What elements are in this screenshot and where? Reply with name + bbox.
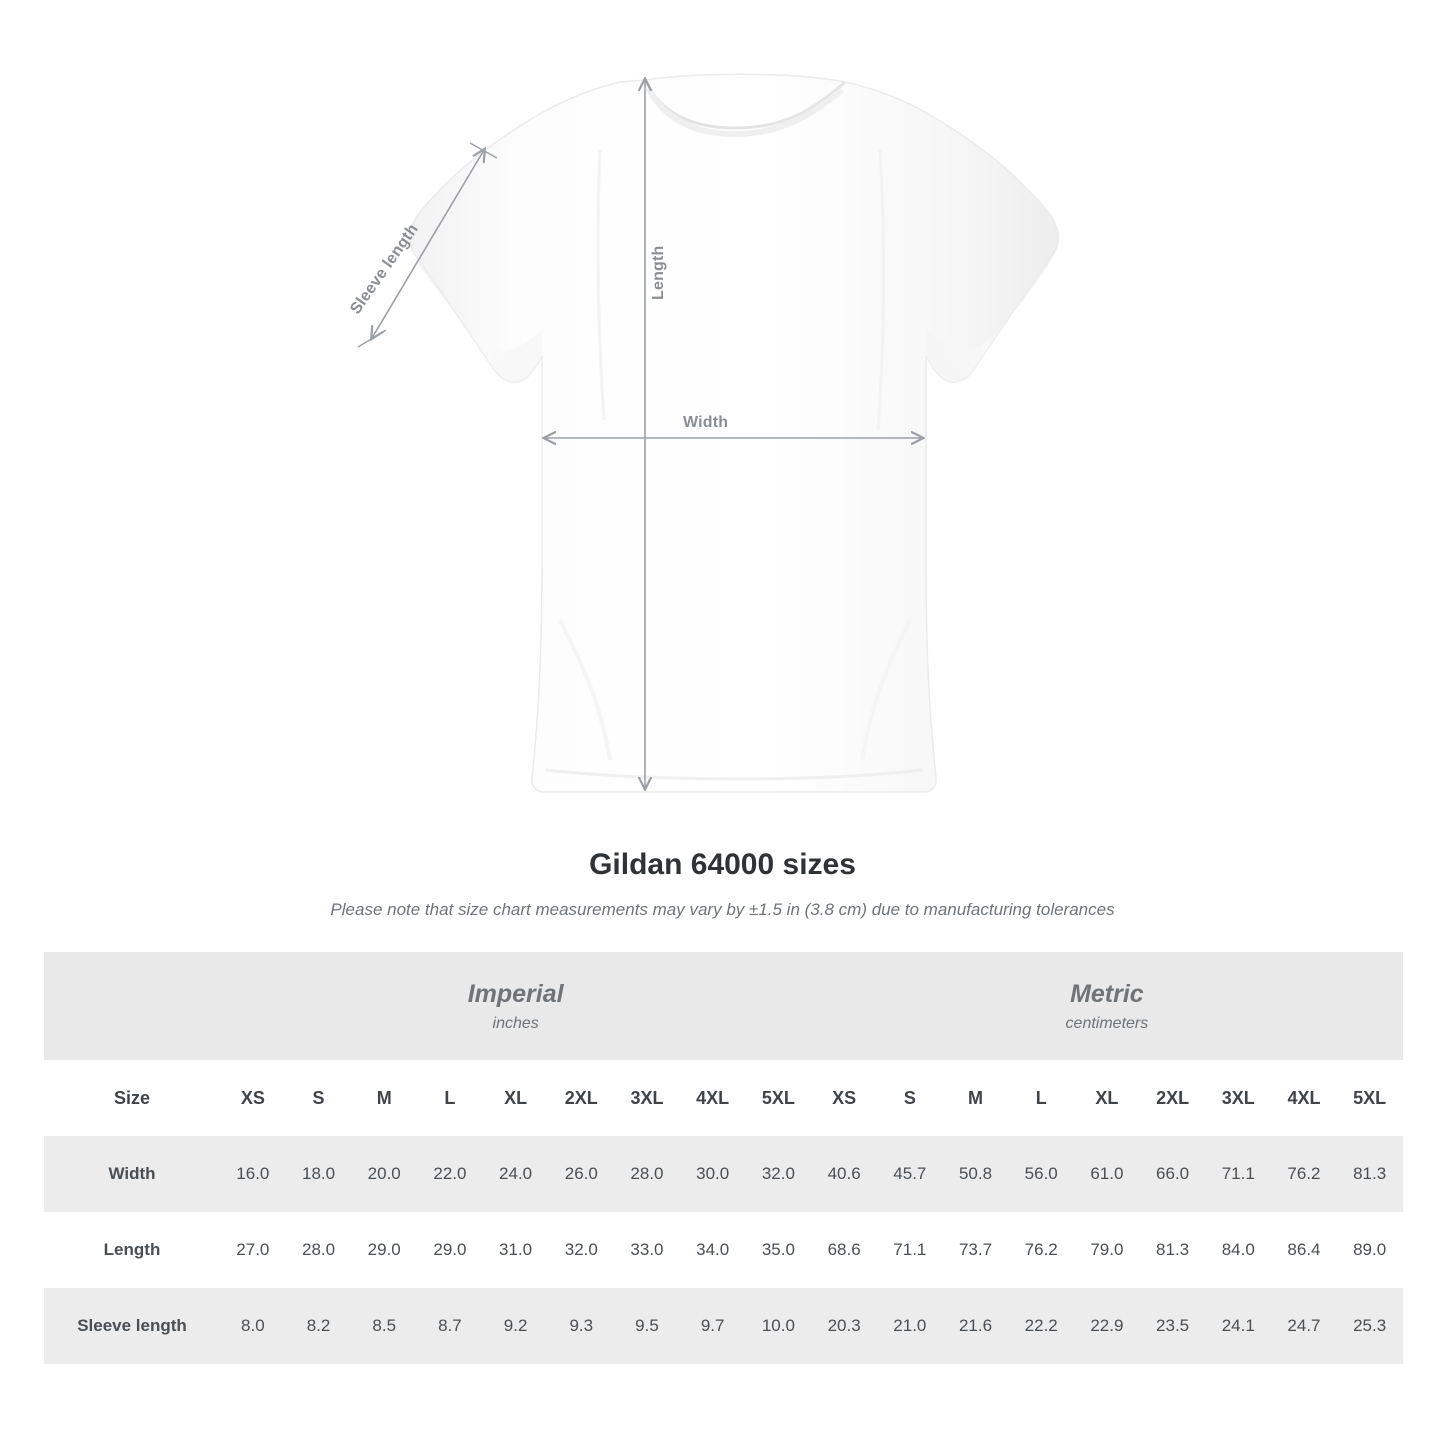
cell-sleeve-13: 22.9 bbox=[1074, 1288, 1140, 1364]
size-chart-table bbox=[44, 952, 1403, 1364]
tshirt-shape bbox=[410, 74, 1059, 792]
cell-width-5: 26.0 bbox=[548, 1136, 614, 1212]
row-label-sleeve-length: Sleeve length bbox=[44, 1288, 220, 1364]
row-label-width: Width bbox=[44, 1136, 220, 1212]
cell-length-7: 34.0 bbox=[680, 1212, 746, 1288]
cell-sleeve-8: 10.0 bbox=[746, 1288, 812, 1364]
cell-sleeve-0: 8.0 bbox=[220, 1288, 286, 1364]
cell-sleeve-11: 21.6 bbox=[943, 1288, 1009, 1364]
cell-sleeve-5: 9.3 bbox=[548, 1288, 614, 1364]
cell-sleeve-3: 8.7 bbox=[417, 1288, 483, 1364]
size-col-metric-5xl: 5XL bbox=[1337, 1060, 1403, 1136]
cell-width-14: 66.0 bbox=[1140, 1136, 1206, 1212]
width-label: Width bbox=[683, 414, 729, 431]
cell-length-15: 84.0 bbox=[1205, 1212, 1271, 1288]
cell-length-5: 32.0 bbox=[548, 1212, 614, 1288]
cell-length-11: 73.7 bbox=[943, 1212, 1009, 1288]
cell-sleeve-15: 24.1 bbox=[1205, 1288, 1271, 1364]
cell-width-1: 18.0 bbox=[286, 1136, 352, 1212]
size-chart-table-wrap bbox=[44, 952, 1401, 1364]
size-col-imperial-4xl: 4XL bbox=[680, 1060, 746, 1136]
size-col-imperial-l: L bbox=[417, 1060, 483, 1136]
unit-imperial-name: Imperial bbox=[467, 980, 564, 1009]
cell-width-12: 56.0 bbox=[1008, 1136, 1074, 1212]
unit-header-row bbox=[44, 952, 1403, 1060]
sleeve-length-label: Sleeve length bbox=[347, 221, 422, 318]
unit-imperial-sub: inches bbox=[492, 1014, 539, 1032]
cell-sleeve-4: 9.2 bbox=[483, 1288, 549, 1364]
cell-sleeve-16: 24.7 bbox=[1271, 1288, 1337, 1364]
cell-length-16: 86.4 bbox=[1271, 1212, 1337, 1288]
cell-width-6: 28.0 bbox=[614, 1136, 680, 1212]
size-col-imperial-xs: XS bbox=[220, 1060, 286, 1136]
cell-sleeve-2: 8.5 bbox=[351, 1288, 417, 1364]
unit-metric-sub: centimeters bbox=[1065, 1014, 1149, 1032]
cell-width-10: 45.7 bbox=[877, 1136, 943, 1212]
page-title: Gildan 64000 sizes bbox=[589, 848, 856, 881]
cell-length-6: 33.0 bbox=[614, 1212, 680, 1288]
cell-width-3: 22.0 bbox=[417, 1136, 483, 1212]
cell-sleeve-10: 21.0 bbox=[877, 1288, 943, 1364]
cell-width-8: 32.0 bbox=[746, 1136, 812, 1212]
cell-width-7: 30.0 bbox=[680, 1136, 746, 1212]
cell-sleeve-7: 9.7 bbox=[680, 1288, 746, 1364]
cell-length-9: 68.6 bbox=[811, 1212, 877, 1288]
cell-sleeve-6: 9.5 bbox=[614, 1288, 680, 1364]
size-col-imperial-5xl: 5XL bbox=[746, 1060, 812, 1136]
cell-length-4: 31.0 bbox=[483, 1212, 549, 1288]
size-header-row bbox=[44, 1060, 1403, 1136]
tolerance-note: Please note that size chart measurements may vary by ±1.5 in (3.8 cm) due to manufacturing tolerances bbox=[330, 900, 1115, 919]
size-col-metric-m: M bbox=[943, 1060, 1009, 1136]
cell-sleeve-14: 23.5 bbox=[1140, 1288, 1206, 1364]
size-col-metric-l: L bbox=[1008, 1060, 1074, 1136]
cell-length-2: 29.0 bbox=[351, 1212, 417, 1288]
cell-sleeve-12: 22.2 bbox=[1008, 1288, 1074, 1364]
cell-length-0: 27.0 bbox=[220, 1212, 286, 1288]
cell-sleeve-17: 25.3 bbox=[1337, 1288, 1403, 1364]
cell-width-15: 71.1 bbox=[1205, 1136, 1271, 1212]
size-col-imperial-m: M bbox=[351, 1060, 417, 1136]
unit-header-imperial bbox=[220, 952, 811, 1060]
row-header-size: Size bbox=[44, 1060, 220, 1136]
size-col-imperial-s: S bbox=[286, 1060, 352, 1136]
cell-width-16: 76.2 bbox=[1271, 1136, 1337, 1212]
table-row bbox=[44, 1288, 1403, 1364]
size-col-imperial-3xl: 3XL bbox=[614, 1060, 680, 1136]
title-block bbox=[0, 848, 1445, 920]
cell-length-17: 89.0 bbox=[1337, 1212, 1403, 1288]
cell-length-14: 81.3 bbox=[1140, 1212, 1206, 1288]
cell-length-8: 35.0 bbox=[746, 1212, 812, 1288]
cell-length-10: 71.1 bbox=[877, 1212, 943, 1288]
cell-sleeve-1: 8.2 bbox=[286, 1288, 352, 1364]
cell-length-1: 28.0 bbox=[286, 1212, 352, 1288]
size-col-metric-xs: XS bbox=[811, 1060, 877, 1136]
cell-width-2: 20.0 bbox=[351, 1136, 417, 1212]
size-col-metric-xl: XL bbox=[1074, 1060, 1140, 1136]
length-label: Length bbox=[650, 245, 667, 300]
cell-sleeve-9: 20.3 bbox=[811, 1288, 877, 1364]
size-col-metric-s: S bbox=[877, 1060, 943, 1136]
cell-width-11: 50.8 bbox=[943, 1136, 1009, 1212]
unit-header-metric bbox=[811, 952, 1402, 1060]
cell-width-4: 24.0 bbox=[483, 1136, 549, 1212]
cell-width-0: 16.0 bbox=[220, 1136, 286, 1212]
cell-width-9: 40.6 bbox=[811, 1136, 877, 1212]
cell-length-12: 76.2 bbox=[1008, 1212, 1074, 1288]
cell-width-17: 81.3 bbox=[1337, 1136, 1403, 1212]
cell-length-3: 29.0 bbox=[417, 1212, 483, 1288]
size-col-metric-4xl: 4XL bbox=[1271, 1060, 1337, 1136]
size-col-imperial-2xl: 2XL bbox=[548, 1060, 614, 1136]
cell-length-13: 79.0 bbox=[1074, 1212, 1140, 1288]
size-col-imperial-xl: XL bbox=[483, 1060, 549, 1136]
unit-header-spacer bbox=[44, 952, 220, 1060]
unit-metric-name: Metric bbox=[1070, 980, 1144, 1009]
size-col-metric-2xl: 2XL bbox=[1140, 1060, 1206, 1136]
table-row bbox=[44, 1136, 1403, 1212]
size-col-metric-3xl: 3XL bbox=[1205, 1060, 1271, 1136]
table-row bbox=[44, 1212, 1403, 1288]
cell-width-13: 61.0 bbox=[1074, 1136, 1140, 1212]
row-label-length: Length bbox=[44, 1212, 220, 1288]
